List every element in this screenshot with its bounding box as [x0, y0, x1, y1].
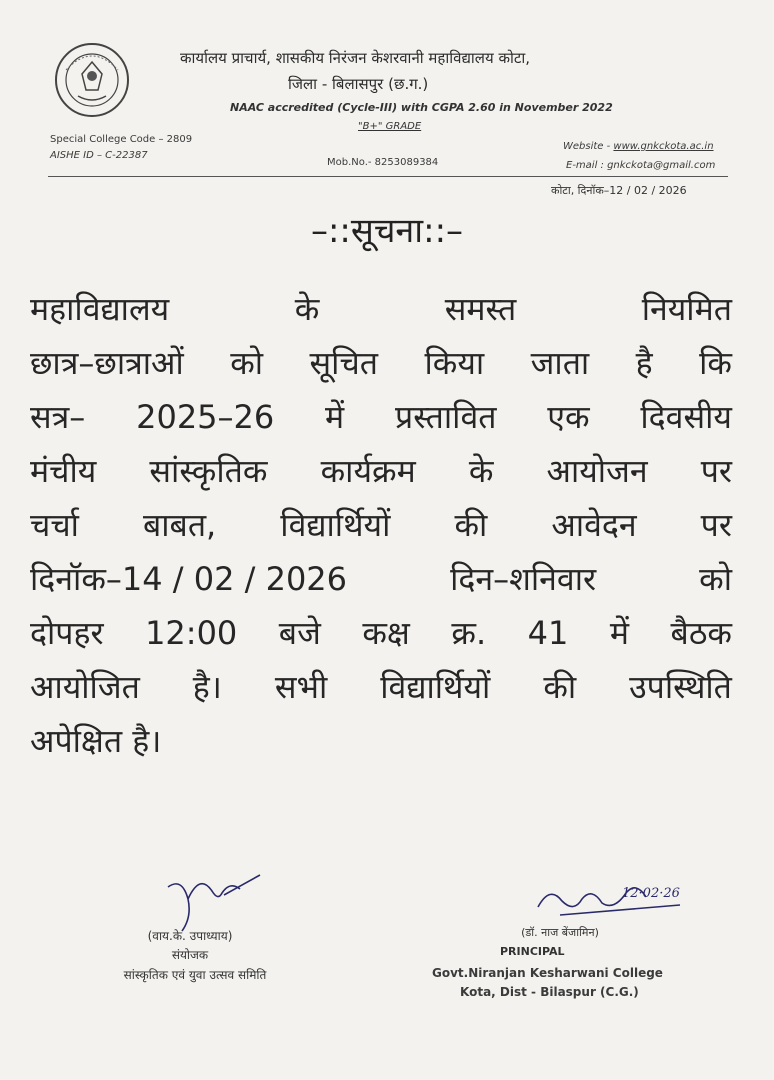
body-word: कक्ष — [362, 614, 410, 652]
body-line — [30, 282, 732, 336]
body-word: उपस्थिति — [629, 668, 732, 706]
naac-accreditation: NAAC accredited (Cycle-III) with CGPA 2.60 in November 2022 — [230, 101, 613, 114]
office-heading: कार्यालय प्राचार्य, शासकीय निरंजन केशरवानी महाविद्यालय कोटा, — [180, 49, 531, 67]
body-word: में — [325, 398, 345, 436]
notice-date: कोटा, दिनॉक–12 / 02 / 2026 — [551, 184, 687, 197]
body-line — [30, 498, 732, 552]
body-word: महाविद्यालय — [30, 290, 170, 328]
body-line — [30, 444, 732, 498]
body-word: सांस्कृतिक — [149, 452, 268, 490]
committee-name: सांस्कृतिक एवं युवा उत्सव समिति — [123, 968, 267, 982]
body-word: समस्त — [444, 290, 517, 328]
body-word: है — [635, 344, 653, 382]
body-word: 2025–26 — [136, 398, 275, 436]
website-line — [563, 141, 714, 152]
body-word: बैठक — [670, 614, 732, 652]
body-word: चर्चा — [30, 506, 79, 544]
coordinator-name: (वाय.के. उपाध्याय) — [147, 929, 233, 943]
body-word: कि — [699, 344, 732, 382]
body-word: जाता — [530, 344, 590, 382]
body-word: की — [543, 668, 577, 706]
body-word: सभी — [274, 668, 328, 706]
mobile-number: Mob.No.- 8253089384 — [327, 157, 439, 168]
principal-college: Govt.Niranjan Kesharwani College — [432, 966, 663, 980]
district-heading: जिला - बिलासपुर (छ.ग.) — [288, 75, 429, 93]
body-word: नियमित — [641, 290, 732, 328]
body-word: कार्यक्रम — [320, 452, 416, 490]
body-line — [30, 714, 732, 768]
body-word: क्र. — [451, 614, 487, 652]
body-word: छात्र–छात्राओं — [30, 344, 184, 382]
notice-body — [30, 282, 732, 768]
body-word: को — [230, 344, 264, 382]
body-word: विद्यार्थियों — [280, 506, 391, 544]
body-word: की — [454, 506, 488, 544]
body-word: आवेदन — [551, 506, 637, 544]
body-word: आयोजित — [30, 668, 140, 706]
college-code: Special College Code – 2809 — [50, 134, 193, 145]
body-line — [30, 336, 732, 390]
body-word: प्रस्तावित — [394, 398, 497, 436]
website-link[interactable]: www.gnkckota.ac.in — [613, 141, 714, 152]
body-word: 41 — [527, 614, 569, 652]
body-word: है। — [192, 668, 222, 706]
body-line — [30, 660, 732, 714]
principal-city: Kota, Dist - Bilaspur (C.G.) — [460, 985, 639, 999]
body-word: दिनॉक–14 / 02 / 2026 — [30, 560, 348, 598]
body-word: में — [609, 614, 630, 652]
body-word: आयोजन — [546, 452, 648, 490]
email-address: E-mail : gnkckota@gmail.com — [566, 160, 716, 171]
body-word: दोपहर — [30, 614, 104, 652]
principal-signature — [530, 865, 720, 925]
svg-text:12·02·26: 12·02·26 — [622, 886, 680, 901]
body-word: पर — [700, 506, 732, 544]
body-word: दिवसीय — [640, 398, 732, 436]
college-logo — [52, 40, 132, 120]
body-word: बजे — [278, 614, 321, 652]
body-word: अपेक्षित है। — [30, 722, 162, 760]
principal-title: PRINCIPAL — [500, 945, 565, 958]
body-line — [30, 552, 732, 606]
body-word: को — [699, 560, 732, 598]
body-word: के — [294, 290, 320, 328]
body-word: पर — [700, 452, 732, 490]
body-word: विद्यार्थियों — [380, 668, 491, 706]
body-word: सूचित — [309, 344, 379, 382]
body-word: सत्र– — [30, 398, 86, 436]
aishe-id: AISHE ID – C-22387 — [50, 150, 148, 161]
body-word: मंचीय — [30, 452, 97, 490]
body-word: एक — [547, 398, 590, 436]
notice-title: –::सूचना::– — [310, 211, 464, 251]
website-label: Website - — [563, 141, 614, 152]
principal-name: (डॉ. नाज बेंजामिन) — [521, 926, 599, 939]
body-word: किया — [424, 344, 485, 382]
body-word: के — [468, 452, 494, 490]
body-word: बाबत, — [142, 506, 217, 544]
body-line — [30, 390, 732, 444]
grade-label: "B+" GRADE — [358, 121, 422, 132]
header-divider — [48, 176, 728, 177]
body-line — [30, 606, 732, 660]
coordinator-role: संयोजक — [171, 948, 209, 962]
body-word: 12:00 — [145, 614, 238, 652]
body-word: दिन–शनिवार — [450, 560, 597, 598]
